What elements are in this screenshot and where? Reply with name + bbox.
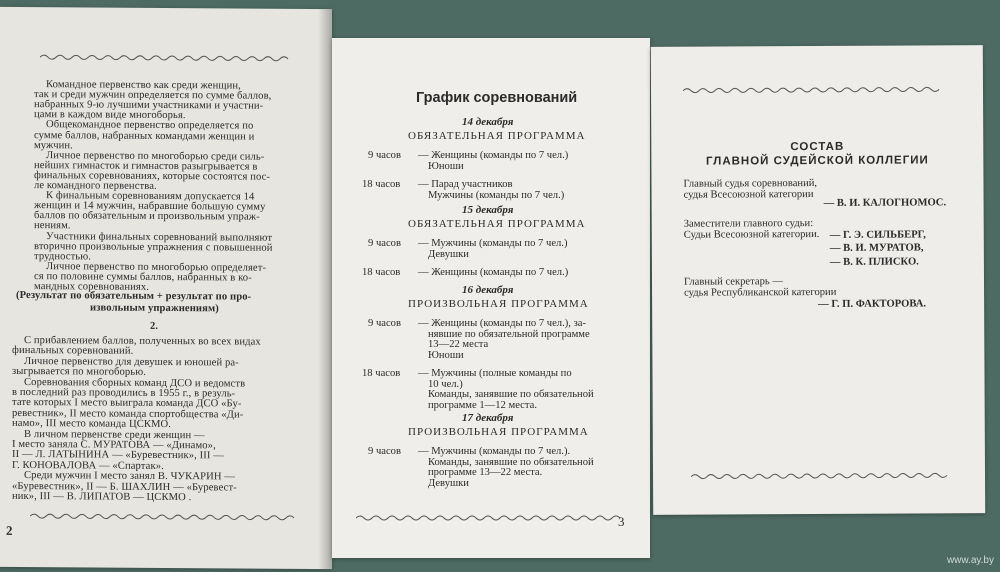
formula-line-2: извольным упражнениям) — [90, 302, 219, 315]
body-line: Г. КОНОВАЛОВА — «Спартак». — [12, 459, 164, 472]
chief-judge-name: — В. И. КАЛОГНОМОС. — [823, 197, 947, 209]
left-page — [0, 7, 332, 569]
right-bottom-ornament — [691, 471, 953, 480]
middle-page — [332, 38, 650, 558]
event-description: Девушки — [428, 477, 469, 489]
event-description: Девушки — [428, 248, 469, 260]
event-description: Юноши — [428, 349, 464, 361]
body-line: II — Л. ЛАТЫНИНА — «Буревестник», III — — [12, 449, 224, 462]
deputy-name-3: — В. К. ПЛИСКО. — [829, 256, 919, 268]
event-time: 9 часов — [368, 150, 401, 161]
body-line: «Буревестник», II — Б. ШАХЛИН — «Буревест- — [12, 480, 237, 494]
body-line: Личное первенство по многоборью определяет- — [46, 260, 267, 274]
body-line: Личное первенство для девушек и юношей ра- — [24, 355, 239, 369]
commission-title-1: СОСТАВ — [790, 140, 845, 154]
body-line: зыгрывается по многоборью. — [12, 366, 146, 379]
body-line: ник», III — В. ЛИПАТОВ — ЦСКМО . — [12, 490, 192, 504]
event-description: Мужчины (команды по 7 чел.) — [428, 189, 565, 201]
page-number-middle: 3 — [618, 514, 625, 529]
left-body-text — [0, 7, 332, 293]
commission-title-2: ГЛАВНОЙ СУДЕЙСКОЙ КОЛЛЕГИИ — [705, 154, 929, 168]
secretary-role-1: Главный секретарь — — [683, 276, 783, 288]
event-description: — Парад участников — [418, 179, 513, 190]
event-description: — Мужчины (команды по 7 чел.) — [418, 238, 568, 249]
section-number: 2. — [150, 320, 159, 332]
body-line: цами в каждом виде многоборья. — [34, 109, 186, 122]
body-line: В личном первенстве среди женщин — — [24, 428, 205, 441]
schedule-date: 16 декабря — [462, 284, 514, 296]
page-number-left: 2 — [6, 522, 13, 538]
event-time: 9 часов — [368, 238, 401, 249]
body-line: Общекомандное первенство определяется по — [46, 119, 254, 133]
event-description: — Мужчины (полные команды по — [418, 368, 572, 379]
body-line: баллов по обязательным и произвольным упраж- — [34, 210, 260, 223]
body-line: Личное первенство по многоборью среди силь- — [46, 149, 265, 163]
body-line: трудностью. — [34, 250, 91, 263]
right-page — [651, 45, 985, 515]
body-line: нейших гимнасток и гимнастов разыгрывается в — [34, 159, 258, 173]
body-line: I место заняла С. МУРАТОВА — «Динамо», — [12, 438, 216, 452]
top-ornament — [40, 53, 290, 63]
chief-judge-role-1: Главный судья соревнований, — [683, 178, 818, 190]
body-line: С прибавлением баллов, полученных во всех видах — [24, 335, 261, 348]
event-description: — Женщины (команды по 7 чел.), за- — [418, 318, 586, 329]
body-line: мандных соревнованиях. — [34, 281, 150, 293]
schedule-date: 14 декабря — [462, 116, 514, 128]
secretary-name: — Г. П. ФАКТОРОВА. — [818, 298, 927, 310]
event-time: 9 часов — [368, 446, 401, 457]
event-description: Юноши — [428, 160, 464, 172]
event-description: программе 1—12 места. — [428, 399, 537, 411]
body-line: Среди мужчин I место занял В. ЧУКАРИН — — [24, 470, 236, 483]
book-spine — [318, 9, 332, 569]
body-line: финальных соревнованиях, которые состоятся пос- — [34, 169, 271, 183]
body-line: нениям. — [34, 220, 71, 232]
body-line: Соревнования сборных команд ДСО и ведомств — [24, 376, 246, 390]
body-line: ся по половине суммы баллов, набранных в ко- — [34, 270, 252, 284]
bottom-ornament — [30, 512, 300, 522]
watermark: www.ay.by — [946, 555, 994, 566]
body-line: намо», III место команда ЦСКМО. — [12, 418, 172, 431]
event-time: 9 часов — [368, 318, 401, 329]
body-line: сумме баллов, набранных командами женщин и — [34, 129, 255, 143]
right-top-ornament — [683, 85, 945, 94]
deputy-name-2: — В. И. МУРАТОВ, — [829, 242, 924, 254]
event-description: Команды, занявшие по обязательной — [428, 456, 594, 468]
event-description: — Женщины (команды по 7 чел.) — [418, 150, 569, 161]
deputy-name-1: — Г. Э. СИЛЬБЕРГ, — [829, 229, 926, 241]
body-line: Командное первенство как среди женщин, — [46, 79, 241, 92]
deputies-role-1: Заместители главного судьи: — [683, 218, 814, 230]
schedule-title: График соревнований — [416, 90, 578, 106]
body-line: вторично произвольные упражнения с повышенной — [34, 240, 273, 254]
body-line: К финальным соревнованиям допускается 14 — [46, 190, 255, 203]
formula-line-1: (Результат по обязательным + результат по про- — [16, 289, 252, 303]
schedule-program: ПРОИЗВОЛЬНАЯ ПРОГРАММА — [408, 298, 589, 310]
deputies-role-2: Судьи Всесоюзной категории. — [683, 228, 820, 241]
event-description: программе 13—22 места. — [428, 467, 543, 478]
event-time: 18 часов — [362, 267, 401, 278]
chief-judge-role-2: судья Всесоюзной категории — [683, 189, 814, 201]
schedule-date: 17 декабря — [462, 412, 514, 424]
body-line: женщин и 14 мужчин, набравшие большую сумму — [34, 200, 266, 213]
schedule-program: ОБЯЗАТЕЛЬНАЯ ПРОГРАММА — [408, 218, 586, 230]
body-line: финальных соревнований. — [12, 345, 134, 358]
event-time: 18 часов — [362, 368, 401, 379]
event-description: — Женщины (команды по 7 чел.) — [418, 267, 569, 278]
event-description: нявшие по обязательной программе — [428, 328, 590, 340]
schedule-program: ОБЯЗАТЕЛЬНАЯ ПРОГРАММА — [408, 130, 586, 142]
event-description: Команды, занявшие по обязательной — [428, 389, 594, 400]
event-time: 18 часов — [362, 179, 401, 190]
body-line: ле командного первенства. — [34, 180, 157, 192]
middle-bottom-ornament — [356, 514, 626, 522]
body-line: тате которых I место выиграла команда ДСО «Бу- — [12, 397, 242, 410]
event-description: — Мужчины (команды по 7 чел.). — [418, 446, 571, 457]
body-line: в последний раз проводились в 1955 г., в резуль- — [12, 386, 236, 400]
body-line: ревестник», II место команда спортобщества «Ди- — [12, 407, 244, 421]
body-line: так и среди мужчин определяется по сумме баллов, — [34, 89, 272, 102]
body-line: набранных 9-ю лучшими участниками и участни- — [34, 99, 264, 112]
secretary-role-2: судья Республиканской категории — [684, 286, 837, 299]
schedule-date: 15 декабря — [462, 204, 514, 216]
event-description: 13—22 места — [428, 339, 489, 350]
event-description: 10 чел.) — [428, 378, 463, 390]
schedule-program: ПРОИЗВОЛЬНАЯ ПРОГРАММА — [408, 426, 589, 438]
body-line: мужчин. — [34, 139, 73, 151]
body-line: Участники финальных соревнований выполняют — [46, 230, 273, 244]
